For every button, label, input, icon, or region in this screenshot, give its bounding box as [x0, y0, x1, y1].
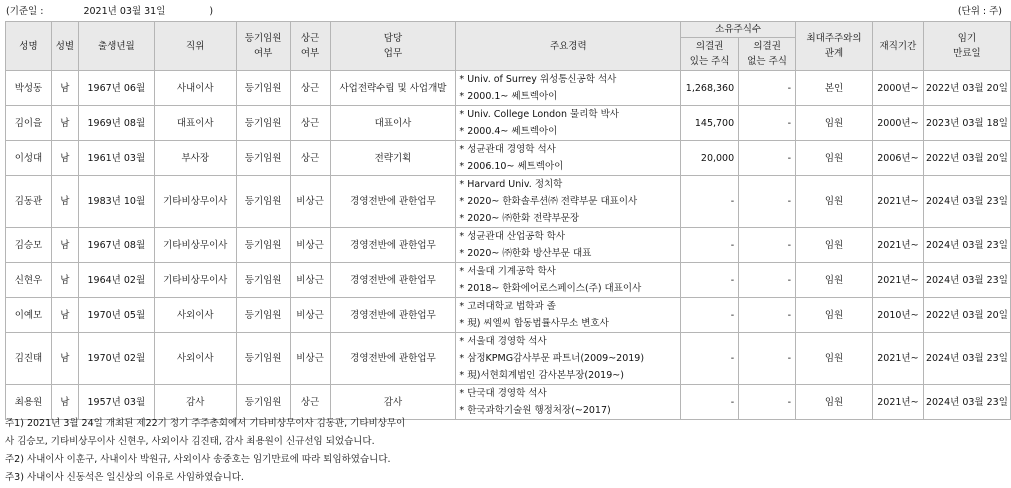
- cell-duty: 경영전반에 관한업무: [330, 228, 456, 263]
- header-career: 주요경력: [456, 22, 681, 71]
- cell-voting-shares: -: [681, 176, 739, 228]
- table-row: [6, 176, 1011, 228]
- cell-fulltime: 비상근: [290, 298, 330, 333]
- cell-nonvoting-shares: -: [739, 385, 796, 420]
- cell-duty: 경영전반에 관한업무: [330, 333, 456, 385]
- career-line: * 2020~ ㈜한화 전략부문장: [459, 213, 580, 224]
- footnote-line: 주1) 2021년 3월 24일 개최된 제22기 정기 주주총회에서 기타비상무이사 김동관, 기타비상무이: [5, 418, 406, 429]
- cell-birth: 1964년 02월: [78, 263, 154, 298]
- career-line: * 現) 씨엘씨 합동법률사무소 변호사: [459, 318, 609, 329]
- cell-tenure: 2021년~: [872, 228, 923, 263]
- cell-voting-shares: -: [681, 298, 739, 333]
- cell-birth: 1970년 05월: [78, 298, 154, 333]
- table-row: [6, 333, 1011, 385]
- header-name: 성명: [6, 22, 52, 71]
- footnotes: [5, 415, 405, 487]
- cell-nonvoting-shares: -: [739, 141, 796, 176]
- career-line: * 現)서현회계법인 감사본부장(2019~): [459, 370, 624, 381]
- cell-nonvoting-shares: -: [739, 228, 796, 263]
- career-line: * 2020~ ㈜한화 방산부문 대표: [459, 248, 592, 259]
- cell-tenure: 2021년~: [872, 176, 923, 228]
- career-line: * 한국과학기술원 행정처장(~2017): [459, 405, 611, 416]
- report-header: [0, 0, 1011, 18]
- cell-term: 2022년 03월 20일: [923, 71, 1010, 106]
- basis-close: ): [209, 6, 214, 17]
- cell-birth: 1969년 08월: [78, 106, 154, 141]
- cell-birth: 1957년 03월: [78, 385, 154, 420]
- career-line: * 고려대학교 법학과 졸: [459, 301, 556, 312]
- cell-gender: 남: [51, 263, 78, 298]
- cell-fulltime: 비상근: [290, 263, 330, 298]
- cell-career: [456, 385, 681, 420]
- career-line: * Univ. College London 물리학 박사: [459, 109, 619, 120]
- cell-registered: 등기임원: [236, 263, 290, 298]
- cell-position: 감사: [154, 385, 236, 420]
- cell-nonvoting-shares: -: [739, 71, 796, 106]
- cell-career: [456, 106, 681, 141]
- cell-nonvoting-shares: -: [739, 298, 796, 333]
- cell-name: 김동관: [6, 176, 52, 228]
- career-line: * 성균관대 경영학 석사: [459, 144, 556, 155]
- footnote-line: 주3) 사내이사 신동석은 일신상의 이유로 사임하였습니다.: [5, 472, 244, 483]
- cell-career: [456, 228, 681, 263]
- cell-voting-shares: -: [681, 263, 739, 298]
- career-line: * 삼정KPMG감사부문 파트너(2009~2019): [459, 353, 645, 364]
- cell-relation: 임원: [796, 263, 873, 298]
- cell-voting-shares: 20,000: [681, 141, 739, 176]
- cell-nonvoting-shares: -: [739, 106, 796, 141]
- cell-registered: 등기임원: [236, 71, 290, 106]
- cell-duty: 감사: [330, 385, 456, 420]
- cell-name: 김승모: [6, 228, 52, 263]
- cell-position: 기타비상무이사: [154, 263, 236, 298]
- cell-position: 사외이사: [154, 298, 236, 333]
- header-relation: 최대주주와의 관계: [796, 22, 873, 71]
- cell-fulltime: 상근: [290, 385, 330, 420]
- cell-name: 이예모: [6, 298, 52, 333]
- cell-term: 2024년 03월 23일: [923, 333, 1010, 385]
- cell-fulltime: 비상근: [290, 176, 330, 228]
- cell-tenure: 2000년~: [872, 71, 923, 106]
- cell-gender: 남: [51, 176, 78, 228]
- executives-table: [5, 21, 1011, 420]
- cell-career: [456, 176, 681, 228]
- footnote-line: 주2) 사내이사 이훈구, 사내이사 박원규, 사외이사 송중호는 임기만료에 따라 퇴임하였습니다.: [5, 454, 391, 465]
- cell-relation: 임원: [796, 298, 873, 333]
- table-row: [6, 263, 1011, 298]
- cell-term: 2023년 03월 18일: [923, 106, 1010, 141]
- header-gender: 성별: [51, 22, 78, 71]
- cell-fulltime: 비상근: [290, 333, 330, 385]
- career-line: * 2000.4~ 쎄트렉아이: [459, 126, 558, 137]
- career-line: * 단국대 경영학 석사: [459, 388, 547, 399]
- table-row: [6, 71, 1011, 106]
- cell-voting-shares: 1,268,360: [681, 71, 739, 106]
- unit-label: (단위 : 주): [957, 6, 1002, 17]
- header-nonvoting: 의결권 없는 주식: [739, 38, 796, 71]
- cell-tenure: 2000년~: [872, 106, 923, 141]
- cell-relation: 임원: [796, 141, 873, 176]
- cell-term: 2022년 03월 20일: [923, 141, 1010, 176]
- cell-relation: 임원: [796, 385, 873, 420]
- cell-voting-shares: -: [681, 385, 739, 420]
- cell-registered: 등기임원: [236, 176, 290, 228]
- cell-nonvoting-shares: -: [739, 263, 796, 298]
- header-fulltime: 상근 여부: [290, 22, 330, 71]
- cell-relation: 임원: [796, 228, 873, 263]
- cell-fulltime: 비상근: [290, 228, 330, 263]
- cell-registered: 등기임원: [236, 385, 290, 420]
- cell-name: 최용원: [6, 385, 52, 420]
- cell-gender: 남: [51, 385, 78, 420]
- cell-duty: 경영전반에 관한업무: [330, 298, 456, 333]
- cell-position: 부사장: [154, 141, 236, 176]
- header-birth: 출생년월: [78, 22, 154, 71]
- basis-label: (기준일 :: [6, 6, 44, 17]
- cell-birth: 1970년 02월: [78, 333, 154, 385]
- cell-birth: 1967년 08월: [78, 228, 154, 263]
- cell-gender: 남: [51, 333, 78, 385]
- career-line: * 서울대 기계공학 학사: [459, 266, 556, 277]
- cell-name: 김진태: [6, 333, 52, 385]
- cell-name: 박성동: [6, 71, 52, 106]
- cell-birth: 1961년 03월: [78, 141, 154, 176]
- career-line: * 서울대 경영학 석사: [459, 336, 547, 347]
- cell-term: 2024년 03월 23일: [923, 263, 1010, 298]
- career-line: * 2000.1~ 쎄트렉아이: [459, 91, 558, 102]
- cell-duty: 경영전반에 관한업무: [330, 176, 456, 228]
- cell-career: [456, 333, 681, 385]
- cell-relation: 임원: [796, 176, 873, 228]
- cell-career: [456, 71, 681, 106]
- cell-gender: 남: [51, 71, 78, 106]
- cell-fulltime: 상근: [290, 106, 330, 141]
- cell-term: 2022년 03월 20일: [923, 298, 1010, 333]
- career-line: * Univ. of Surrey 위성통신공학 석사: [459, 74, 617, 85]
- header-term: 임기 만료일: [923, 22, 1010, 71]
- career-line: * Harvard Univ. 정치학: [459, 179, 563, 190]
- career-line: * 성균관대 산업공학 학사: [459, 231, 566, 242]
- header-voting: 의결권 있는 주식: [681, 38, 739, 71]
- cell-term: 2024년 03월 23일: [923, 228, 1010, 263]
- table-row: [6, 141, 1011, 176]
- cell-duty: 대표이사: [330, 106, 456, 141]
- cell-career: [456, 263, 681, 298]
- cell-tenure: 2021년~: [872, 385, 923, 420]
- cell-fulltime: 상근: [290, 141, 330, 176]
- career-line: * 2020~ 한화솔루션㈜ 전략부문 대표이사: [459, 196, 638, 207]
- header-registered: 등기임원 여부: [236, 22, 290, 71]
- cell-term: 2024년 03월 23일: [923, 176, 1010, 228]
- cell-tenure: 2021년~: [872, 333, 923, 385]
- table-row: [6, 298, 1011, 333]
- header-duty: 담당 업무: [330, 22, 456, 71]
- cell-registered: 등기임원: [236, 228, 290, 263]
- cell-name: 신현우: [6, 263, 52, 298]
- cell-duty: 사업전략수립 및 사업개발: [330, 71, 456, 106]
- cell-gender: 남: [51, 141, 78, 176]
- cell-name: 김이을: [6, 106, 52, 141]
- cell-gender: 남: [51, 298, 78, 333]
- footnote-line: 사 김승모, 기타비상무이사 신현우, 사외이사 김진태, 감사 최용원이 신규선임 되었습니다.: [5, 436, 375, 447]
- cell-voting-shares: -: [681, 228, 739, 263]
- cell-gender: 남: [51, 106, 78, 141]
- cell-tenure: 2010년~: [872, 298, 923, 333]
- cell-duty: 경영전반에 관한업무: [330, 263, 456, 298]
- cell-career: [456, 298, 681, 333]
- header-position: 직위: [154, 22, 236, 71]
- career-line: * 2018~ 한화에어로스페이스(주) 대표이사: [459, 283, 642, 294]
- cell-voting-shares: 145,700: [681, 106, 739, 141]
- table-row: [6, 228, 1011, 263]
- cell-relation: 임원: [796, 333, 873, 385]
- cell-duty: 전략기획: [330, 141, 456, 176]
- cell-name: 이성대: [6, 141, 52, 176]
- header-shares: 소유주식수: [681, 22, 796, 38]
- cell-term: 2024년 03월 23일: [923, 385, 1010, 420]
- cell-career: [456, 141, 681, 176]
- cell-position: 사내이사: [154, 71, 236, 106]
- cell-position: 사외이사: [154, 333, 236, 385]
- cell-position: 기타비상무이사: [154, 228, 236, 263]
- header-tenure: 재직기간: [872, 22, 923, 71]
- cell-relation: 임원: [796, 106, 873, 141]
- cell-registered: 등기임원: [236, 106, 290, 141]
- cell-birth: 1967년 06월: [78, 71, 154, 106]
- cell-relation: 본인: [796, 71, 873, 106]
- career-line: * 2006.10~ 쎄트렉아이: [459, 161, 564, 172]
- cell-voting-shares: -: [681, 333, 739, 385]
- basis-date-value: 2021년 03월 31일: [83, 6, 166, 17]
- cell-registered: 등기임원: [236, 298, 290, 333]
- cell-nonvoting-shares: -: [739, 176, 796, 228]
- cell-position: 대표이사: [154, 106, 236, 141]
- cell-birth: 1983년 10월: [78, 176, 154, 228]
- cell-fulltime: 상근: [290, 71, 330, 106]
- cell-nonvoting-shares: -: [739, 333, 796, 385]
- cell-position: 기타비상무이사: [154, 176, 236, 228]
- cell-gender: 남: [51, 228, 78, 263]
- cell-registered: 등기임원: [236, 141, 290, 176]
- cell-registered: 등기임원: [236, 333, 290, 385]
- cell-tenure: 2006년~: [872, 141, 923, 176]
- basis-date: [6, 3, 213, 17]
- table-row: [6, 106, 1011, 141]
- cell-tenure: 2021년~: [872, 263, 923, 298]
